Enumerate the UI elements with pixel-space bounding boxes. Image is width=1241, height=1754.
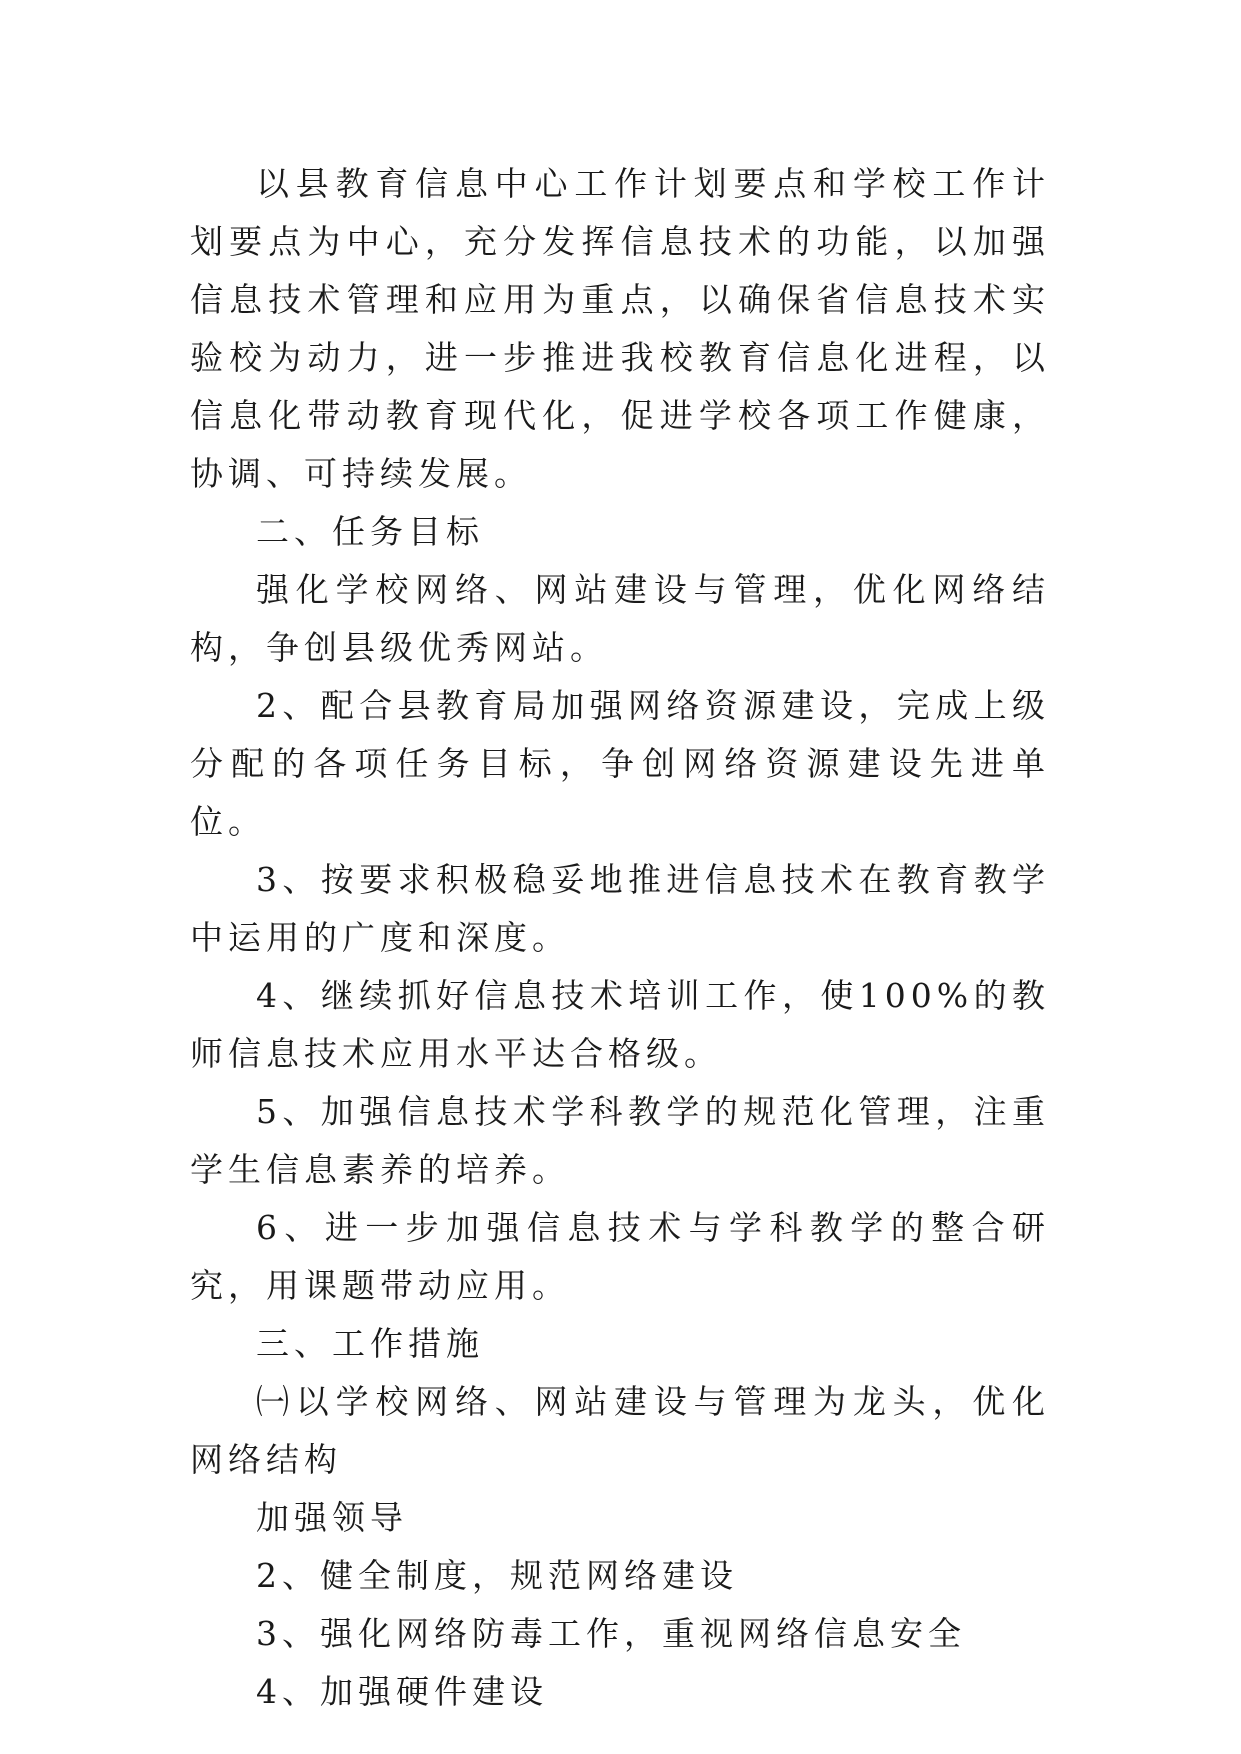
section-heading-task-goals: 二、任务目标: [256, 512, 484, 551]
paragraph-goal-4: 4、继续抓好信息技术培训工作，使100%的教师信息技术应用水平达合格级。: [190, 976, 1050, 1073]
paragraph-measure-4: 4、加强硬件建设: [256, 1672, 548, 1711]
paragraph-guiding-principle: 以县教育信息中心工作计划要点和学校工作计划要点为中心，充分发挥信息技术的功能，以加强信息技术管理和应用为重点，以确保省信息技术实验校为动力，进一步推进我校教育信息化进程，以信息化带动教育现代化，促进学校各项工作健康，协调、可持续发展。: [190, 164, 1050, 493]
paragraph-measure-1-heading: ㈠以学校网络、网站建设与管理为龙头，优化网络结构: [190, 1382, 1050, 1479]
paragraph-goal-1: 强化学校网络、网站建设与管理，优化网络结构，争创县级优秀网站。: [190, 570, 1050, 667]
paragraph-goal-3: 3、按要求积极稳妥地推进信息技术在教育教学中运用的广度和深度。: [190, 860, 1050, 957]
paragraph-measure-1-sub: 加强领导: [256, 1498, 408, 1537]
paragraph-goal-2: 2、配合县教育局加强网络资源建设，完成上级分配的各项任务目标，争创网络资源建设先进单位。: [190, 686, 1050, 841]
paragraph-goal-6: 6、进一步加强信息技术与学科教学的整合研究，用课题带动应用。: [190, 1208, 1050, 1305]
section-heading-work-measures: 三、工作措施: [256, 1324, 484, 1363]
paragraph-goal-5: 5、加强信息技术学科教学的规范化管理，注重学生信息素养的培养。: [190, 1092, 1050, 1189]
paragraph-measure-3: 3、强化网络防毒工作，重视网络信息安全: [256, 1614, 966, 1653]
paragraph-measure-2: 2、健全制度，规范网络建设: [256, 1556, 738, 1595]
document-body: [190, 155, 1050, 1721]
